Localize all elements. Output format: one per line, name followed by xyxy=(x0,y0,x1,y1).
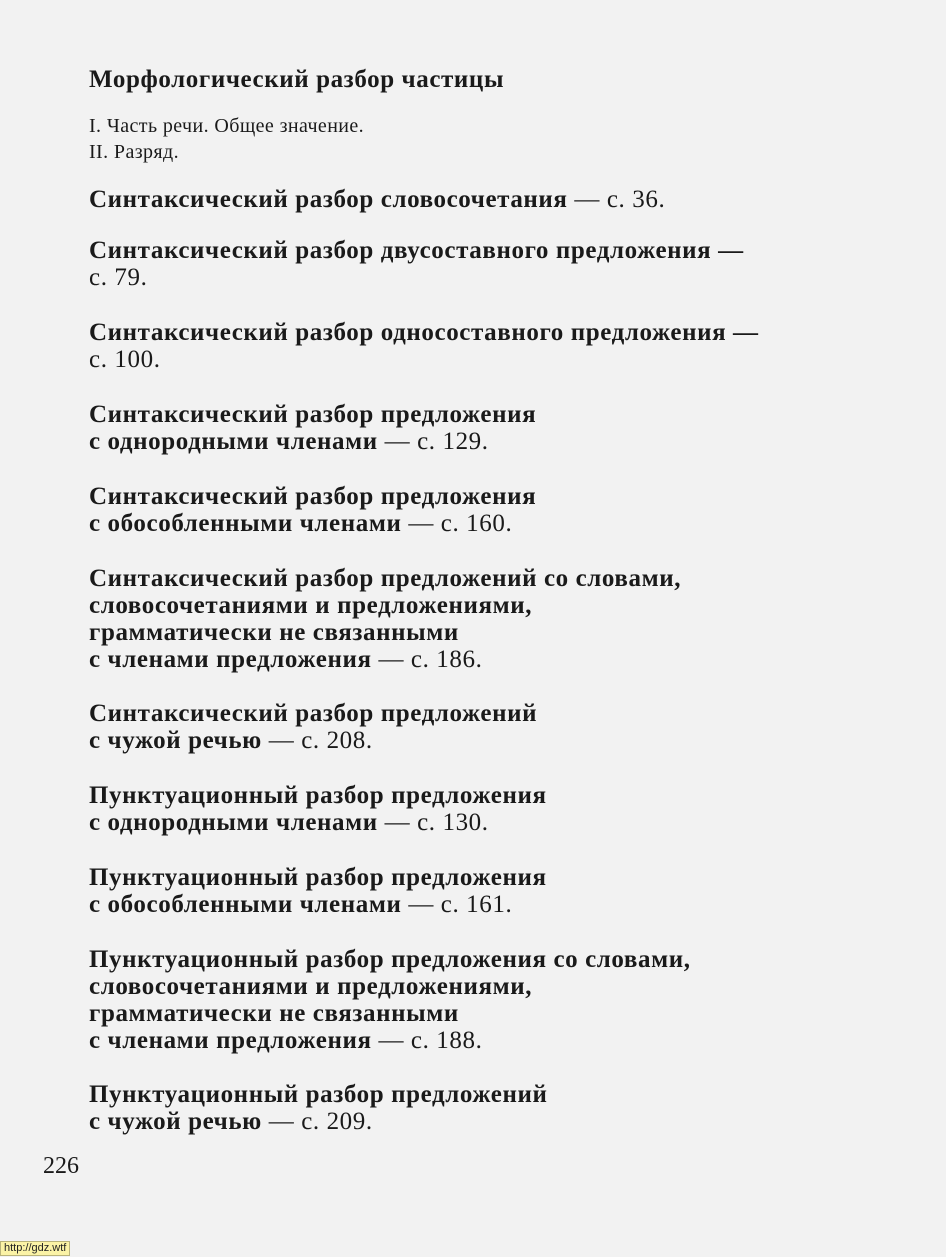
page-number: 226 xyxy=(43,1153,79,1179)
entry-subitem: I. Часть речи. Общее значение. xyxy=(89,115,365,137)
entry-title-line: с чужой речью — с. 208. xyxy=(89,727,373,754)
entry-title: Морфологический разбор частицы xyxy=(89,66,505,93)
entry-title-line: с членами предложения — с. 186. xyxy=(89,646,483,673)
entry-title-line: грамматически не связанными xyxy=(89,619,459,646)
entry-syntax-phrase xyxy=(89,186,665,213)
entry-title-line: Пунктуационный разбор предложения xyxy=(89,782,547,809)
entry-title-line: Синтаксический разбор предложений xyxy=(89,700,538,727)
entry-syntax-isolated xyxy=(89,483,536,537)
entry-title-line: Синтаксический разбор словосочетания — с. 36. xyxy=(89,186,666,213)
entry-syntax-two-part-sentence xyxy=(89,237,744,291)
entry-title-line: Синтаксический разбор предложения xyxy=(89,483,537,510)
page-reference: — с. 209. xyxy=(261,1108,373,1135)
page-reference: — с. 160. xyxy=(401,510,513,537)
entry-title-line: Пунктуационный разбор предложений xyxy=(89,1081,548,1108)
entry-title-line: Синтаксический разбор предложений со словами, xyxy=(89,565,682,592)
entry-title-line: с членами предложения — с. 188. xyxy=(89,1027,483,1054)
entry-punct-isolated xyxy=(89,864,547,918)
page-reference: с. 100. xyxy=(89,346,161,373)
page-reference: — с. 129. xyxy=(377,428,489,455)
page-reference: с. 79. xyxy=(89,264,148,291)
entry-title-line: Пунктуационный разбор предложения со словами, xyxy=(89,946,691,973)
entry-title-line: Синтаксический разбор двусоставного предложения — xyxy=(89,237,744,264)
entry-syntax-ungrammatical-words xyxy=(89,565,681,673)
entry-title-line: с обособленными членами — с. 161. xyxy=(89,891,513,918)
entry-punct-homogeneous xyxy=(89,782,547,836)
page-reference: — с. 186. xyxy=(371,646,483,673)
page-reference: — с. 130. xyxy=(377,809,489,836)
entry-syntax-one-part-sentence xyxy=(89,319,759,373)
entry-syntax-homogeneous xyxy=(89,401,536,455)
entry-title-line: с чужой речью — с. 209. xyxy=(89,1108,373,1135)
entry-title-line: с однородными членами — с. 130. xyxy=(89,809,489,836)
entry-subitem: II. Разряд. xyxy=(89,141,179,163)
entry-title-line: словосочетаниями и предложениями, xyxy=(89,973,533,1000)
entry-title-line: Пунктуационный разбор предложения xyxy=(89,864,547,891)
page-reference: — с. 36. xyxy=(567,186,666,213)
entry-title-line: Синтаксический разбор односоставного предложения — xyxy=(89,319,759,346)
entry-syntax-reported-speech xyxy=(89,700,537,754)
entry-title-line: Синтаксический разбор предложения xyxy=(89,401,537,428)
page-reference: — с. 188. xyxy=(371,1027,483,1054)
page-reference: — с. 161. xyxy=(401,891,513,918)
entry-title-line: грамматически не связанными xyxy=(89,1000,459,1027)
entry-title-line: словосочетаниями и предложениями, xyxy=(89,592,533,619)
entry-punct-ungrammatical-words xyxy=(89,946,691,1054)
entry-punct-reported-speech xyxy=(89,1081,547,1135)
entry-morphological-particle xyxy=(89,66,504,165)
page-reference: — с. 208. xyxy=(261,727,373,754)
entry-title-line: с однородными членами — с. 129. xyxy=(89,428,489,455)
watermark-link[interactable]: http://gdz.wtf xyxy=(0,1241,70,1256)
entry-title-line: с обособленными членами — с. 160. xyxy=(89,510,513,537)
